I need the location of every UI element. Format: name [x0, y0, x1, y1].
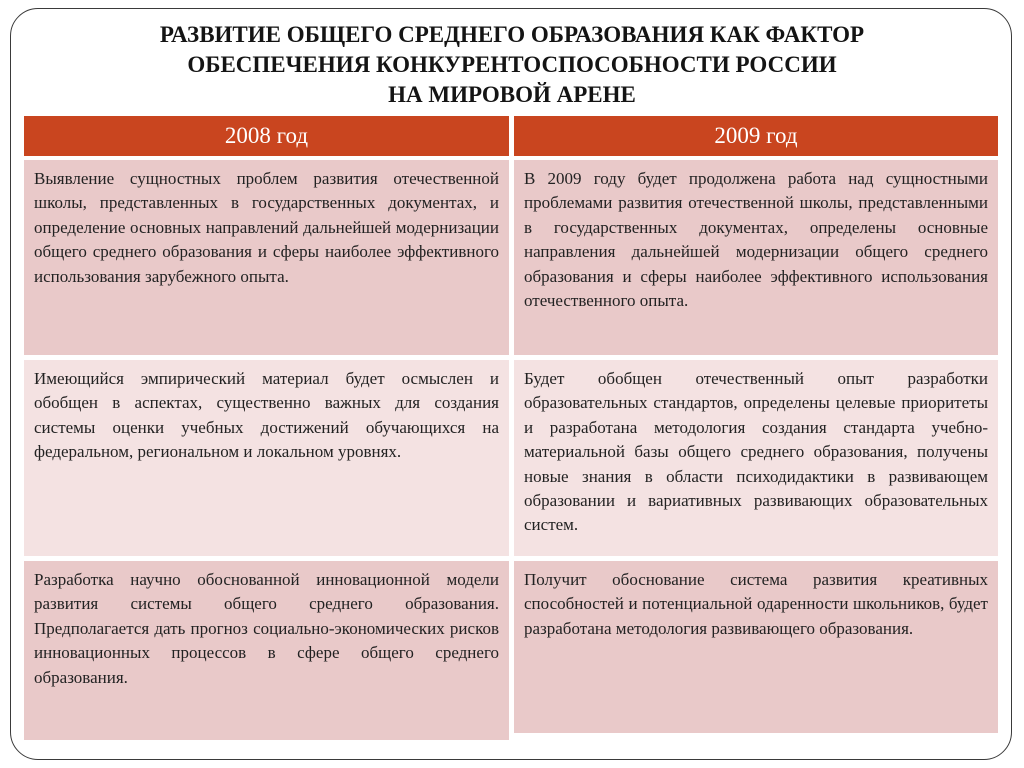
page-title: [80, 20, 944, 110]
cell-2009-row-3: Получит обоснование система развития креативных способностей и потенциальной одаренности школьников, будет разработана методология развивающего образования.: [514, 561, 998, 733]
cell-2009-row-1: В 2009 году будет продолжена работа над сущностными проблемами развития отечественной школы, представленными в государственных документах, определены основные направления дальнейшей модернизации общего среднего образования и сферы наиболее эффективного использования отечественного опыта.: [514, 160, 998, 355]
title-line-2: ОБЕСПЕЧЕНИЯ КОНКУРЕНТОСПОСОБНОСТИ РОССИИ: [187, 52, 837, 77]
cell-2008-row-1: Выявление сущностных проблем развития отечественной школы, представленных в государственных документах, и определение основных направлений дальнейшей модернизации общего среднего образования и сферы наиболее эффективного использования зарубежного опыта.: [24, 160, 509, 355]
cell-2009-row-2: Будет обобщен отечественный опыт разработки образовательных стандартов, определены целевые приоритеты и разработана методология создания стандарта учебно-материальной базы общего среднего образования, получены новые знания в области психодидактики в развивающем образовании и вариативных развивающих образовательных систем.: [514, 360, 998, 556]
cell-2008-row-2: Имеющийся эмпирический материал будет осмыслен и обобщен в аспектах, существенно важных для создания системы оценки учебных достижений обучающихся на федеральном, региональном и локальном уровнях.: [24, 360, 509, 556]
comparison-table: [24, 116, 998, 740]
cell-2008-row-3: Разработка научно обоснованной инновационной модели развития системы общего среднего образования. Предполагается дать прогноз социально-экономических рисков инновационных процессов в сфере общего среднего образования.: [24, 561, 509, 740]
title-line-3: НА МИРОВОЙ АРЕНЕ: [388, 82, 636, 107]
header-2008: 2008 год: [24, 116, 509, 156]
header-2009: 2009 год: [514, 116, 998, 156]
title-line-1: РАЗВИТИЕ ОБЩЕГО СРЕДНЕГО ОБРАЗОВАНИЯ КАК ФАКТОР: [159, 22, 865, 47]
